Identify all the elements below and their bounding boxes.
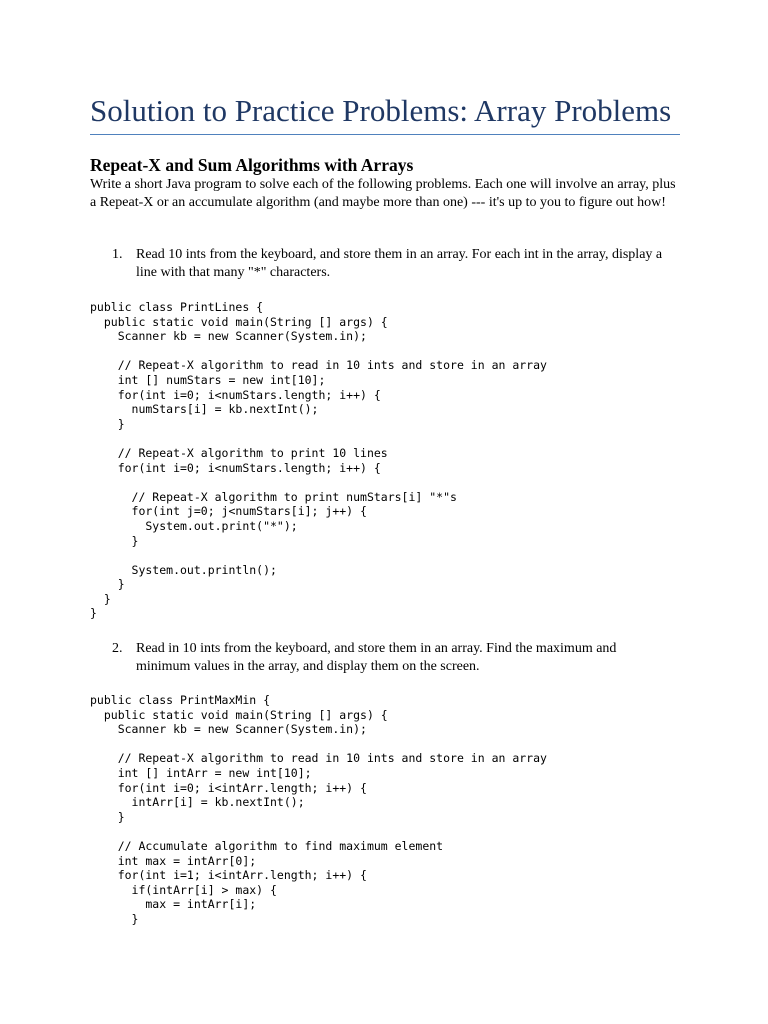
code-line — [90, 548, 547, 563]
code-line — [90, 737, 547, 752]
code-line: public class PrintLines { — [90, 300, 264, 314]
code-line: max = intArr[i]; — [90, 897, 257, 912]
code-block-print-lines — [90, 300, 547, 621]
code-line: if(intArr[i] > max) { — [90, 882, 277, 897]
code-line: public static void main(String [] args) { — [90, 314, 388, 329]
code-line: int [] intArr = new int[10]; — [90, 765, 312, 780]
code-line: for(int i=0; i<numStars.length; i++) { — [90, 387, 381, 402]
intro-paragraph: Write a short Java program to solve each of the following problems. Each one will involve an array, plus a Repeat-X or an accumulate algorithm (and maybe more than one) --- it's up to you to figure out how! — [90, 177, 676, 210]
code-line: // Repeat-X algorithm to read in 10 ints and store in an array — [90, 358, 547, 373]
problem-1 — [112, 246, 672, 282]
code-line: for(int i=1; i<intArr.length; i++) { — [90, 868, 367, 883]
code-line: System.out.print("*"); — [90, 518, 298, 533]
code-line: } — [90, 577, 125, 592]
problem-text: Read 10 ints from the keyboard, and store them in an array. For each int in the array, display a line with that many "*" characters. — [136, 247, 663, 280]
page-title: Solution to Practice Problems: Array Problems — [90, 93, 672, 128]
problem-number: 2. — [112, 641, 123, 656]
code-line: public static void main(String [] args) { — [90, 707, 388, 722]
code-line: System.out.println(); — [90, 562, 277, 577]
problem-number: 1. — [112, 247, 123, 262]
code-line: } — [90, 416, 125, 431]
code-line: for(int j=0; j<numStars[i]; j++) { — [90, 504, 367, 519]
problem-2 — [112, 640, 672, 676]
code-line — [90, 344, 547, 359]
code-line: } — [90, 911, 139, 926]
code-line: // Repeat-X algorithm to print 10 lines — [90, 445, 388, 460]
code-line: // Repeat-X algorithm to read in 10 ints and store in an array — [90, 751, 547, 766]
problem-text: Read in 10 ints from the keyboard, and store them in an array. Find the maximum and minimum values in the array, and display them on the screen. — [136, 641, 617, 674]
code-line: for(int i=0; i<numStars.length; i++) { — [90, 460, 381, 475]
code-line: public class PrintMaxMin { — [90, 693, 271, 707]
code-line: } — [90, 533, 139, 548]
code-line: int max = intArr[0]; — [90, 853, 257, 868]
code-line: // Accumulate algorithm to find maximum element — [90, 838, 444, 853]
code-line: } — [90, 606, 97, 621]
code-line: } — [90, 809, 125, 824]
code-line — [90, 475, 547, 490]
code-block-print-max-min — [90, 693, 547, 927]
title-underline — [90, 134, 680, 135]
code-line: Scanner kb = new Scanner(System.in); — [90, 329, 367, 344]
code-line — [90, 824, 547, 839]
code-line — [90, 431, 547, 446]
code-line: int [] numStars = new int[10]; — [90, 372, 326, 387]
code-line: numStars[i] = kb.nextInt(); — [90, 402, 319, 417]
section-heading: Repeat-X and Sum Algorithms with Arrays — [90, 155, 414, 175]
code-line: Scanner kb = new Scanner(System.in); — [90, 722, 367, 737]
code-line: } — [90, 591, 111, 606]
code-line: intArr[i] = kb.nextInt(); — [90, 795, 305, 810]
code-line: // Repeat-X algorithm to print numStars[i] "*"s — [90, 489, 457, 504]
code-line: for(int i=0; i<intArr.length; i++) { — [90, 780, 367, 795]
